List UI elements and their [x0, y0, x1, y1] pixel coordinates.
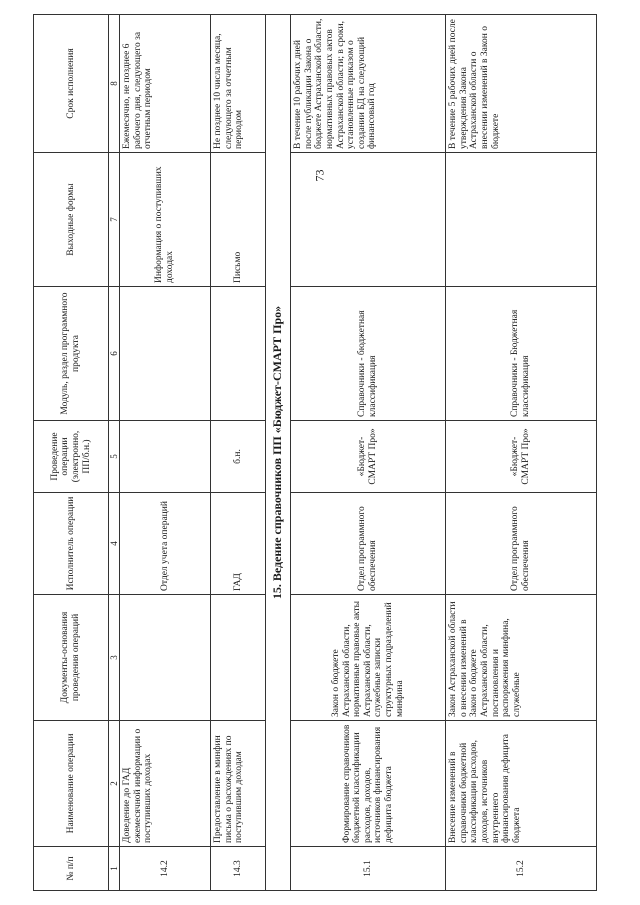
operation-executor: Отдел учета операций: [120, 493, 211, 595]
column-number-row: [109, 15, 120, 891]
landscape-table-area: [33, 15, 607, 891]
section-title: 15. Ведение справочников ПП «Бюджет-СМАРТ Про»: [266, 15, 291, 891]
operation-executor: Отдел программного обеспечения: [291, 493, 446, 595]
operation-output: Информация о поступивших доходах: [120, 153, 211, 287]
col-header: Документы-основания проведения операций: [34, 595, 109, 721]
col-number: 6: [109, 287, 120, 421]
operation-mode: [120, 421, 211, 493]
row-index: 14.3: [211, 847, 266, 891]
operation-module: [211, 287, 266, 421]
operation-name: Внесение изменений в справочники бюджетной классификации расходов, доходов, источников внутреннего финансирования дефицита бюджета: [446, 721, 597, 847]
col-header: Модуль, раздел программного продукта: [34, 287, 109, 421]
operation-module: [120, 287, 211, 421]
col-header: № п/п: [34, 847, 109, 891]
operations-table: [33, 14, 597, 891]
table-row: [211, 15, 266, 891]
col-number: 2: [109, 721, 120, 847]
operation-module: Справочники - бюджетная классификация: [291, 287, 446, 421]
header-row: [34, 15, 109, 891]
operation-docs: Закон о бюджете Астраханской области, нормативные правовые акты Астраханской области, служебные записки структурных подразделений минфина: [291, 595, 446, 721]
col-header: Срок исполнения: [34, 15, 109, 153]
operation-mode: «Бюджет-СМАРТ Про»: [446, 421, 597, 493]
operation-name: Предоставление в минфин письма о расхождениях по поступившим доходам: [211, 721, 266, 847]
page-number: 73: [312, 169, 327, 182]
operation-deadline: Ежемесячно, не позднее 6 рабочего дня, следующего за отчетным периодом: [120, 15, 211, 153]
col-number: 3: [109, 595, 120, 721]
operation-output: [446, 153, 597, 287]
operation-docs: [211, 595, 266, 721]
section-row: [266, 15, 291, 891]
table-row: [120, 15, 211, 891]
operation-name: Формирование справочников бюджетной классификации расходов, доходов, источников финансирования дефицита бюджета: [291, 721, 446, 847]
operation-output: Письмо: [211, 153, 266, 287]
table-row: [446, 15, 597, 891]
col-header: Выходные формы: [34, 153, 109, 287]
col-number: 5: [109, 421, 120, 493]
col-header: Наименование операции: [34, 721, 109, 847]
operation-executor: ГАД: [211, 493, 266, 595]
row-index: 14.2: [120, 847, 211, 891]
operation-docs: Закон Астраханской области о внесении изменений в Закон о бюджете Астраханской области, постановления и распоряжения минфина, служебные: [446, 595, 597, 721]
col-number: 8: [109, 15, 120, 153]
col-number: 1: [109, 847, 120, 891]
col-header: Проведение операции (электронно, ПП/б.н.): [34, 421, 109, 493]
table-row: [291, 15, 446, 891]
row-index: 15.2: [446, 847, 597, 891]
operation-deadline: Не позднее 10 числа месяца, следующего за отчетным периодом: [211, 15, 266, 153]
operation-module: Справочники - Бюджетная классификация: [446, 287, 597, 421]
col-number: 4: [109, 493, 120, 595]
operation-output: [291, 153, 446, 287]
col-number: 7: [109, 153, 120, 287]
col-header: Исполнитель операции: [34, 493, 109, 595]
operation-mode: б.н.: [211, 421, 266, 493]
operation-deadline: В течение 5 рабочих дней после утверждения Закона Астраханской области о внесении изменений в Закон о бюджете: [446, 15, 597, 153]
operation-deadline: В течение 10 рабочих дней после публикации Закона о бюджете Астраханской области, нормативных правовых актов Астраханской области; в сроки, установленные приказом о создании БД на следующий финансовый год: [291, 15, 446, 153]
operation-executor: Отдел программного обеспечения: [446, 493, 597, 595]
row-index: 15.1: [291, 847, 446, 891]
operation-docs: [120, 595, 211, 721]
operation-name: Доведение до ГАД ежемесячной информации о поступивших доходах: [120, 721, 211, 847]
operation-mode: «Бюджет-СМАРТ Про»: [291, 421, 446, 493]
